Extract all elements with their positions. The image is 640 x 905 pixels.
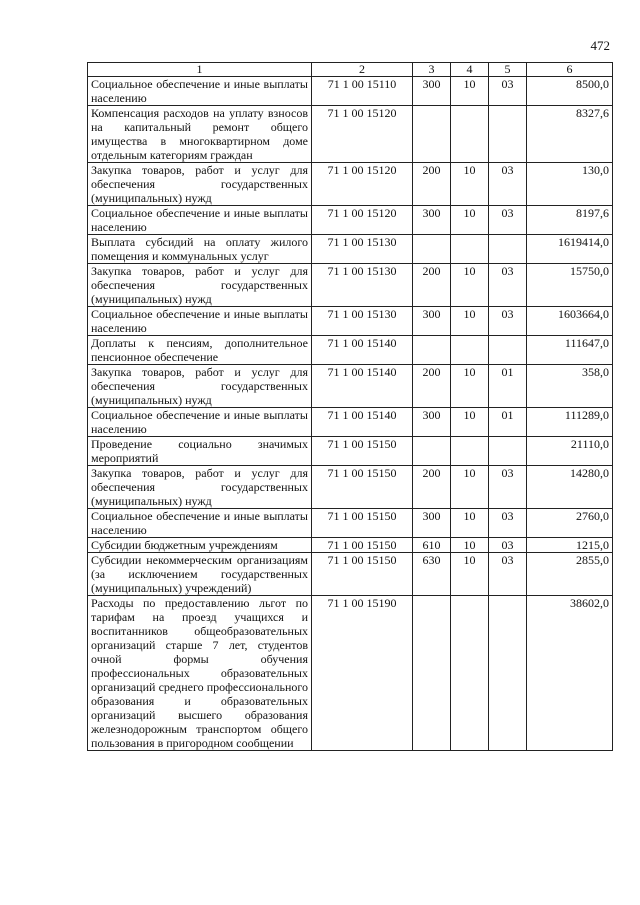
table-row [88, 509, 613, 538]
table-row [88, 106, 613, 163]
row-col3-cell: 630 [413, 553, 451, 596]
row-col3-cell: 300 [413, 307, 451, 336]
row-name-cell: Социальное обеспечение и иные выплаты населению [88, 509, 312, 538]
row-name-cell: Доплаты к пенсиям, дополнительное пенсионное обеспечение [88, 336, 312, 365]
row-col5-cell: 01 [489, 365, 527, 408]
row-col4-cell: 10 [451, 206, 489, 235]
row-code-cell: 71 1 00 15150 [312, 509, 413, 538]
row-code-cell: 71 1 00 15190 [312, 596, 413, 751]
row-col4-cell [451, 336, 489, 365]
row-name-cell: Субсидии бюджетным учреждениям [88, 538, 312, 553]
row-name-cell: Субсидии некоммерческим организациям (за исключением государственных (муниципальных) учреждений) [88, 553, 312, 596]
row-amount-cell: 130,0 [527, 163, 613, 206]
table-row [88, 553, 613, 596]
table-row [88, 235, 613, 264]
row-col5-cell [489, 596, 527, 751]
row-col4-cell: 10 [451, 307, 489, 336]
column-header: 4 [451, 63, 489, 77]
row-name-cell: Социальное обеспечение и иные выплаты населению [88, 307, 312, 336]
row-col3-cell [413, 437, 451, 466]
row-col5-cell: 03 [489, 77, 527, 106]
row-name-cell: Закупка товаров, работ и услуг для обеспечения государственных (муниципальных) нужд [88, 264, 312, 307]
row-col3-cell: 300 [413, 509, 451, 538]
row-amount-cell: 14280,0 [527, 466, 613, 509]
row-col5-cell: 01 [489, 408, 527, 437]
row-col5-cell [489, 106, 527, 163]
row-code-cell: 71 1 00 15120 [312, 206, 413, 235]
row-amount-cell: 1619414,0 [527, 235, 613, 264]
table-row [88, 336, 613, 365]
row-name-cell: Расходы по предоставлению льгот по тарифам на проезд учащихся и воспитанников общеобразовательных организаций старше 7 лет, студентов очной формы обучения профессиональных образовательных организаций среднего профессионального образования и образовательных организаций высшего образования железнодорожным транспортом общего пользования в пригородном сообщении [88, 596, 312, 751]
table-body [88, 77, 613, 751]
row-col4-cell [451, 437, 489, 466]
row-amount-cell: 8197,6 [527, 206, 613, 235]
row-col3-cell: 200 [413, 163, 451, 206]
row-amount-cell: 38602,0 [527, 596, 613, 751]
column-header: 6 [527, 63, 613, 77]
row-col4-cell [451, 235, 489, 264]
budget-table [87, 62, 613, 751]
page-number: 472 [590, 38, 610, 53]
row-code-cell: 71 1 00 15120 [312, 106, 413, 163]
row-amount-cell: 1215,0 [527, 538, 613, 553]
table-row [88, 307, 613, 336]
table-row [88, 206, 613, 235]
row-amount-cell: 1603664,0 [527, 307, 613, 336]
table-row [88, 365, 613, 408]
row-name-cell: Выплата субсидий на оплату жилого помещения и коммунальных услуг [88, 235, 312, 264]
column-header: 5 [489, 63, 527, 77]
table-row [88, 408, 613, 437]
row-col5-cell: 03 [489, 206, 527, 235]
row-col5-cell: 03 [489, 307, 527, 336]
table-row [88, 163, 613, 206]
row-col5-cell: 03 [489, 538, 527, 553]
row-amount-cell: 21110,0 [527, 437, 613, 466]
row-col4-cell: 10 [451, 163, 489, 206]
table-row [88, 466, 613, 509]
row-col3-cell [413, 336, 451, 365]
row-col3-cell: 300 [413, 206, 451, 235]
row-code-cell: 71 1 00 15110 [312, 77, 413, 106]
table-row [88, 77, 613, 106]
row-amount-cell: 8500,0 [527, 77, 613, 106]
row-col4-cell: 10 [451, 264, 489, 307]
row-col3-cell [413, 596, 451, 751]
row-amount-cell: 8327,6 [527, 106, 613, 163]
row-amount-cell: 2855,0 [527, 553, 613, 596]
row-name-cell: Закупка товаров, работ и услуг для обеспечения государственных (муниципальных) нужд [88, 163, 312, 206]
row-col5-cell [489, 437, 527, 466]
row-col5-cell [489, 235, 527, 264]
row-col5-cell: 03 [489, 163, 527, 206]
column-header: 2 [312, 63, 413, 77]
table-row [88, 596, 613, 751]
row-col4-cell [451, 106, 489, 163]
row-col4-cell: 10 [451, 77, 489, 106]
row-col3-cell: 300 [413, 408, 451, 437]
row-code-cell: 71 1 00 15150 [312, 437, 413, 466]
table-row [88, 538, 613, 553]
column-header: 3 [413, 63, 451, 77]
row-code-cell: 71 1 00 15150 [312, 553, 413, 596]
row-col3-cell: 200 [413, 264, 451, 307]
column-header: 1 [88, 63, 312, 77]
row-code-cell: 71 1 00 15140 [312, 336, 413, 365]
row-col5-cell [489, 336, 527, 365]
row-amount-cell: 2760,0 [527, 509, 613, 538]
table-header-row [88, 63, 613, 77]
row-col3-cell: 610 [413, 538, 451, 553]
row-col4-cell: 10 [451, 466, 489, 509]
row-name-cell: Социальное обеспечение и иные выплаты населению [88, 206, 312, 235]
row-amount-cell: 358,0 [527, 365, 613, 408]
row-col4-cell: 10 [451, 553, 489, 596]
row-code-cell: 71 1 00 15140 [312, 365, 413, 408]
row-code-cell: 71 1 00 15140 [312, 408, 413, 437]
row-amount-cell: 15750,0 [527, 264, 613, 307]
row-col4-cell: 10 [451, 538, 489, 553]
row-code-cell: 71 1 00 15150 [312, 466, 413, 509]
row-code-cell: 71 1 00 15130 [312, 264, 413, 307]
row-code-cell: 71 1 00 15130 [312, 235, 413, 264]
row-col4-cell: 10 [451, 408, 489, 437]
row-code-cell: 71 1 00 15150 [312, 538, 413, 553]
row-col5-cell: 03 [489, 466, 527, 509]
row-col4-cell: 10 [451, 509, 489, 538]
row-name-cell: Компенсация расходов на уплату взносов на капитальный ремонт общего имущества в многоквартирном доме отдельным категориям граждан [88, 106, 312, 163]
table-row [88, 437, 613, 466]
row-col3-cell [413, 235, 451, 264]
row-name-cell: Проведение социально значимых мероприятий [88, 437, 312, 466]
row-col3-cell [413, 106, 451, 163]
row-col3-cell: 200 [413, 466, 451, 509]
row-col5-cell: 03 [489, 553, 527, 596]
row-name-cell: Социальное обеспечение и иные выплаты населению [88, 408, 312, 437]
table-row [88, 264, 613, 307]
row-name-cell: Закупка товаров, работ и услуг для обеспечения государственных (муниципальных) нужд [88, 365, 312, 408]
row-col5-cell: 03 [489, 264, 527, 307]
row-name-cell: Социальное обеспечение и иные выплаты населению [88, 77, 312, 106]
row-col3-cell: 300 [413, 77, 451, 106]
row-col3-cell: 200 [413, 365, 451, 408]
row-col5-cell: 03 [489, 509, 527, 538]
row-col4-cell: 10 [451, 365, 489, 408]
row-code-cell: 71 1 00 15130 [312, 307, 413, 336]
row-name-cell: Закупка товаров, работ и услуг для обеспечения государственных (муниципальных) нужд [88, 466, 312, 509]
row-amount-cell: 111647,0 [527, 336, 613, 365]
row-col4-cell [451, 596, 489, 751]
row-code-cell: 71 1 00 15120 [312, 163, 413, 206]
row-amount-cell: 111289,0 [527, 408, 613, 437]
